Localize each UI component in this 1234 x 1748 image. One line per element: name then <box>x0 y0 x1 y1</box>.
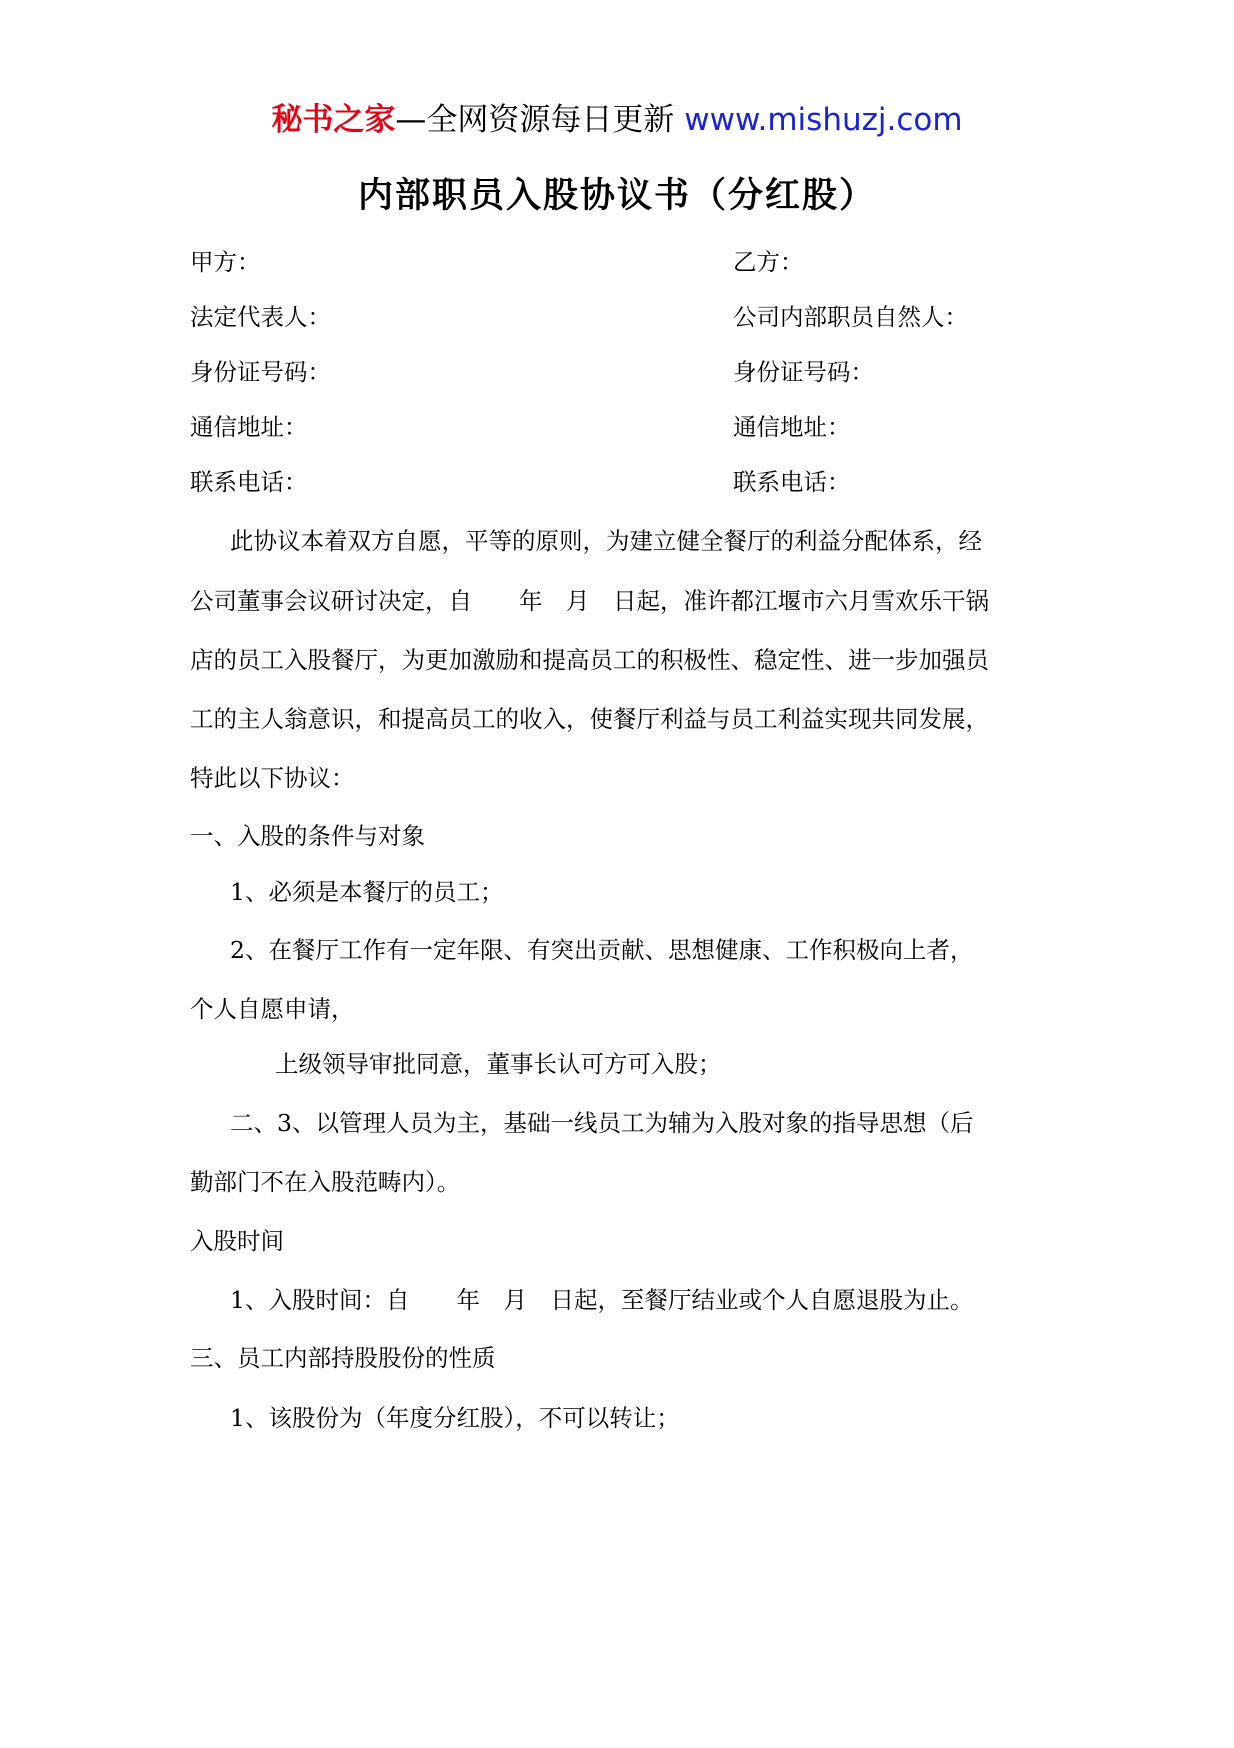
party-a-phone: 联系电话： <box>190 468 308 496</box>
section-heading: 一、入股的条件与对象 <box>190 822 425 850</box>
section-heading: 三、员工内部持股股份的性质 <box>190 1344 496 1372</box>
document-title: 内部职员入股协议书（分红股） <box>357 175 876 216</box>
section-heading: 入股时间 <box>190 1227 284 1255</box>
site-slogan: —全网资源每日更新 <box>395 102 675 138</box>
party-b-representative: 公司内部职员自然人： <box>733 303 968 331</box>
party-a-label: 甲方： <box>190 248 261 276</box>
clause-item: 上级领导审批同意，董事长认可方可入股； <box>275 1050 722 1078</box>
clause-item: 1、必须是本餐厅的员工； <box>230 878 504 906</box>
party-b-phone: 联系电话： <box>733 468 851 496</box>
party-a-id-number: 身份证号码： <box>190 358 331 386</box>
intro-line: 特此以下协议： <box>190 764 355 792</box>
clause-item: 1、该股份为（年度分红股），不可以转让； <box>230 1404 680 1432</box>
site-url[interactable]: www.mishuzj.com <box>684 102 963 138</box>
intro-line: 工的主人翁意识，和提高员工的收入，使餐厅利益与员工利益实现共同发展， <box>190 705 989 733</box>
party-b-id-number: 身份证号码： <box>733 358 874 386</box>
clause-item: 2、在餐厅工作有一定年限、有突出贡献、思想健康、工作积极向上者， <box>230 936 974 964</box>
clause-item: 二、3、以管理人员为主，基础一线员工为辅为入股对象的指导思想（后 <box>230 1109 974 1137</box>
clause-item: 个人自愿申请， <box>190 995 355 1023</box>
party-a-representative: 法定代表人： <box>190 303 331 331</box>
intro-line: 公司董事会议研讨决定，自 年 月 日起，准许都江堰市六月雪欢乐干锅 <box>190 587 989 615</box>
clause-item: 1、入股时间：自 年 月 日起，至餐厅结业或个人自愿退股为止。 <box>230 1286 974 1314</box>
party-a-address: 通信地址： <box>190 413 308 441</box>
site-header <box>0 100 1234 140</box>
party-b-address: 通信地址： <box>733 413 851 441</box>
intro-line: 此协议本着双方自愿，平等的原则，为建立健全餐厅的利益分配体系，经 <box>230 527 982 555</box>
party-b-label: 乙方： <box>733 248 804 276</box>
brand-name: 秘书之家 <box>271 102 396 138</box>
clause-item: 勤部门不在入股范畴内）。 <box>190 1168 461 1196</box>
intro-line: 店的员工入股餐厅，为更加激励和提高员工的积极性、稳定性、进一步加强员 <box>190 646 989 674</box>
